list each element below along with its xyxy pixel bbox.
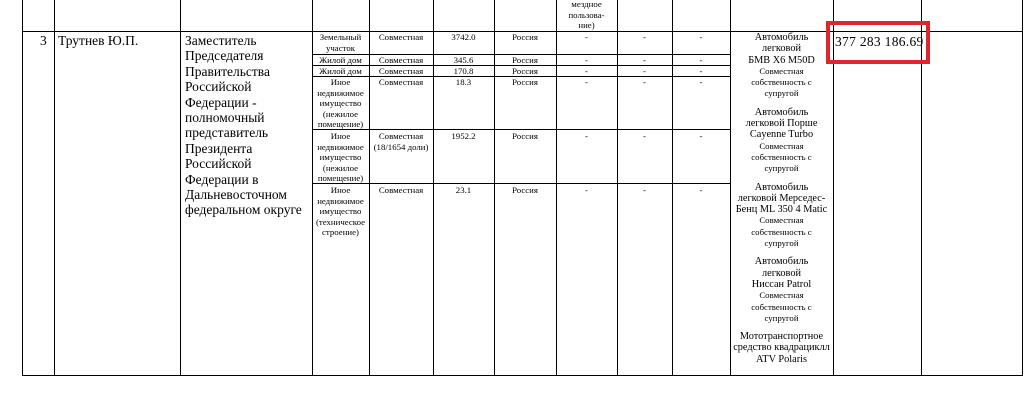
vehicle-line: легковой Мерседес- (737, 192, 826, 204)
position-line: Дальневосточном (185, 187, 287, 203)
vehicle-note-line: супругой (764, 238, 799, 249)
vehicle-line: Бенц ML 350 4 Matic (735, 204, 828, 216)
property-country-value: Россия (512, 32, 538, 42)
vehicle-line: ATV Polaris (755, 353, 807, 365)
dash: - (643, 32, 646, 42)
property-type (312, 32, 369, 53)
property-type-line: недвижимое (317, 141, 364, 152)
dash-cell (672, 185, 730, 196)
property-type-line: (техническое (315, 216, 366, 227)
dash: - (643, 66, 646, 76)
dash: - (643, 185, 646, 195)
income-highlight-box (826, 21, 930, 64)
vehicle-line: Автомобиль (754, 32, 809, 43)
property-area (433, 66, 494, 77)
vehicle-note-line: Совместная (759, 140, 804, 151)
dash-cell (556, 131, 617, 142)
dash-cell (672, 66, 730, 77)
col-border (22, 0, 23, 376)
dash: - (585, 32, 588, 42)
dash-cell (617, 77, 672, 88)
dash-cell (672, 55, 730, 66)
person-name: Трутнев Ю.П. (58, 33, 139, 48)
dash-cell (672, 32, 730, 43)
vehicle-line: Cayenne Turbo (749, 129, 814, 141)
dash: - (699, 55, 703, 65)
property-country-value: Россия (512, 55, 538, 65)
dash: - (585, 131, 588, 141)
position-line: полномочный (185, 110, 265, 126)
property-country (494, 185, 556, 196)
position-line: Председателя (185, 48, 264, 64)
dash: - (643, 77, 646, 87)
property-type-line: имущество (319, 206, 362, 217)
col-border (1022, 0, 1023, 376)
vehicle-note-line: собственность с (751, 226, 812, 237)
property-type-line: (нежилое (322, 162, 359, 173)
dash-cell (556, 32, 617, 43)
dash: - (699, 131, 703, 141)
property-country (494, 131, 556, 142)
property-type-line: помещение) (317, 119, 364, 130)
vehicle-note-line: собственность с (751, 151, 812, 162)
property-type-line: недвижимое (317, 195, 364, 206)
property-country-value: Россия (512, 131, 538, 141)
header-fragment (556, 0, 617, 31)
property-type-line: (нежилое (322, 108, 359, 119)
property-country-value: Россия (512, 77, 538, 87)
property-ownership-line: Совместная (378, 77, 424, 87)
vehicle-note-line: супругой (764, 312, 799, 323)
vehicle-note-line: собственность с (751, 77, 812, 88)
vehicle-line: легковой Порше (745, 118, 818, 130)
vehicles-list (730, 32, 833, 365)
vehicle-line: легковой (761, 267, 801, 279)
position-line: Российской (185, 156, 252, 172)
property-country (494, 66, 556, 77)
dash-cell (617, 32, 672, 43)
dash: - (699, 66, 703, 76)
col-border (54, 0, 55, 376)
dash-cell (672, 131, 730, 142)
property-country (494, 77, 556, 88)
dash-cell (672, 77, 730, 88)
property-ownership-line: Совместная (378, 55, 424, 65)
position-line: федеральном округе (185, 202, 302, 218)
dash-cell (617, 66, 672, 77)
property-country-value: Россия (512, 185, 538, 195)
property-row-border (312, 183, 730, 184)
position-line: Правительства (185, 63, 270, 79)
position-line: Федерации - (185, 94, 257, 110)
property-ownership (369, 185, 433, 196)
property-ownership-line: Совместная (378, 66, 424, 76)
dash-cell (556, 55, 617, 66)
header-fragment-line: пользова- (568, 9, 605, 20)
property-type-line: имущество (319, 152, 362, 163)
property-type (312, 66, 369, 77)
dash-cell (617, 131, 672, 142)
position-line: представитель (185, 125, 269, 141)
property-area-value: 170.8 (453, 66, 474, 76)
vehicle-note-line: супругой (764, 163, 799, 174)
dash-cell (556, 66, 617, 77)
vehicle-note-line: Совместная (759, 215, 804, 226)
property-area-value: 18.3 (455, 77, 472, 87)
property-type (312, 77, 369, 130)
income-value: 377 283 186.69 (835, 34, 924, 49)
property-type-line: участок (325, 42, 356, 53)
dash: - (585, 77, 588, 87)
dash: - (699, 185, 703, 195)
vehicle-line: легковой (761, 43, 801, 55)
person-position (185, 33, 302, 218)
property-type (312, 185, 369, 238)
property-area (433, 185, 494, 196)
row-bottom-border (22, 375, 1022, 376)
property-ownership-line: Совместная (378, 32, 424, 42)
property-type-line: Жилой дом (319, 55, 362, 65)
property-type-line: имущество (319, 98, 362, 109)
property-type-line: Земельный (319, 32, 362, 42)
dash: - (699, 77, 703, 87)
property-ownership (369, 32, 433, 43)
dash-cell (556, 185, 617, 196)
property-type-line: Жилой дом (319, 66, 362, 76)
property-country (494, 32, 556, 43)
property-area-value: 345.6 (453, 55, 474, 65)
property-area (433, 55, 494, 66)
dash: - (699, 32, 703, 42)
property-area (433, 131, 494, 142)
property-ownership (369, 66, 433, 77)
vehicle-note-line: Совместная (759, 65, 804, 76)
property-ownership (369, 55, 433, 66)
col-border (180, 0, 181, 376)
vehicle-line: Ниссан Patrol (751, 278, 812, 290)
property-type-line: Иное (330, 131, 351, 141)
vehicle-line: БМВ X6 M50D (748, 54, 815, 66)
dash: - (643, 131, 646, 141)
property-type (312, 55, 369, 66)
dash-cell (617, 185, 672, 196)
vehicle-line: Автомобиль (754, 256, 809, 268)
property-ownership (369, 131, 433, 152)
row-number: 3 (40, 33, 47, 48)
property-ownership-line: Совместная (378, 185, 424, 195)
property-row-border (312, 129, 730, 130)
dash-cell (556, 77, 617, 88)
property-type-line: Иное (330, 77, 351, 87)
property-country-value: Россия (512, 66, 538, 76)
dash-cell (617, 55, 672, 66)
vehicle-line: Мототранспортное (739, 331, 824, 343)
dash: - (585, 185, 588, 195)
position-line: Федерации в (185, 171, 259, 187)
property-type-line: недвижимое (317, 87, 364, 98)
property-area-value: 23.1 (455, 185, 472, 195)
dash: - (643, 55, 646, 65)
vehicle-line: Автомобиль (754, 181, 809, 193)
dash: - (585, 66, 588, 76)
header-fragment-line: ние) (578, 20, 595, 31)
property-type-line: Иное (330, 185, 351, 195)
position-line: Заместитель (185, 33, 257, 48)
vehicle-line: Автомобиль (754, 106, 809, 118)
vehicle-note-line: Совместная (759, 290, 804, 301)
property-ownership (369, 77, 433, 88)
property-area-value: 1952.2 (451, 131, 476, 141)
property-ownership-line: Совместная (378, 131, 424, 141)
property-type-line: помещение) (317, 173, 364, 184)
property-area (433, 32, 494, 43)
position-line: Президента (185, 140, 253, 156)
property-type (312, 131, 369, 184)
property-type-line: строение) (322, 227, 359, 238)
property-ownership-line: (18/1654 доли) (373, 141, 429, 152)
header-fragment-line: мездное (571, 0, 602, 9)
position-line: Российской (185, 79, 252, 95)
vehicle-note-line: супругой (764, 88, 799, 99)
dash: - (585, 55, 588, 65)
vehicle-note-line: собственность с (751, 301, 812, 312)
property-area-value: 3742.0 (451, 32, 476, 42)
property-country (494, 55, 556, 66)
property-area (433, 77, 494, 88)
vehicle-line: средство квадрациклл (733, 342, 830, 354)
